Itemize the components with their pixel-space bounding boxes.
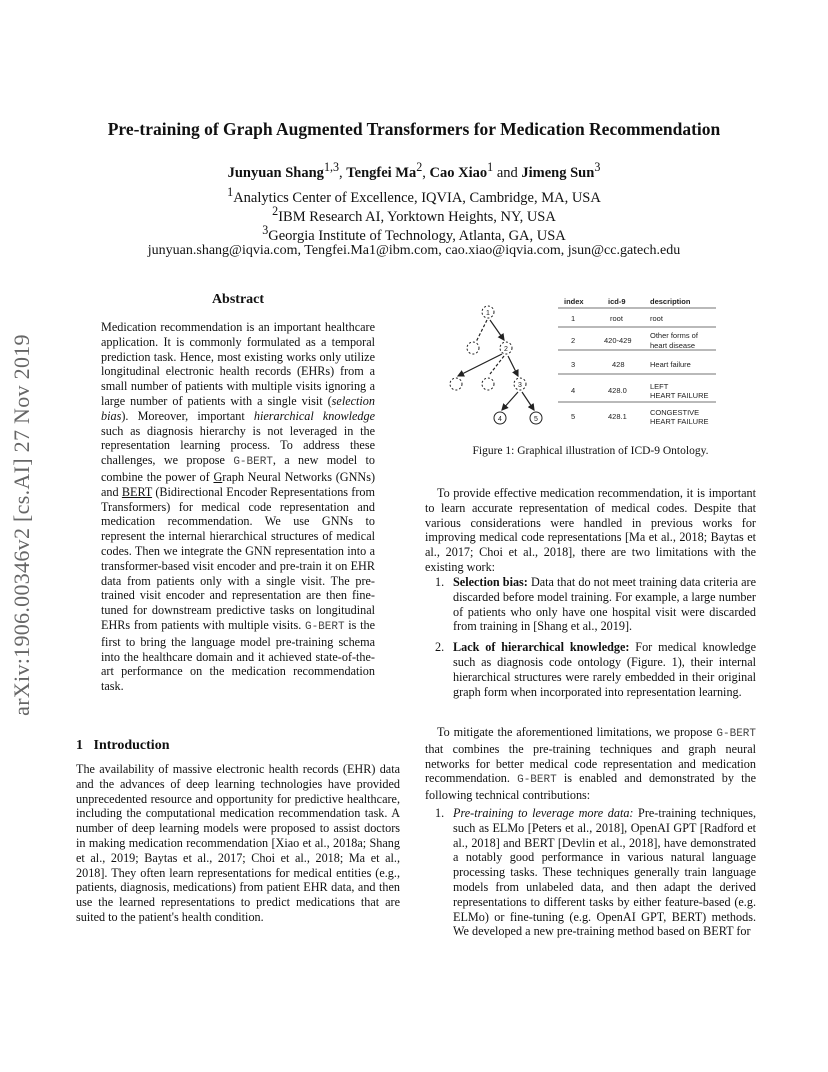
arxiv-id: arXiv:1906.00346v2 [cs.AI] 27 Nov 2019: [9, 334, 34, 716]
list-bold: Lack of hierarchical knowledge:: [453, 640, 630, 655]
section-heading: [76, 739, 376, 754]
author-sup: 2: [416, 160, 423, 174]
table-cell: HEART FAILURE: [650, 417, 709, 426]
table-cell: 420-429: [604, 336, 632, 345]
affil-text: Analytics Center of Excellence, IQVIA, Cambridge, MA, USA: [233, 189, 601, 206]
list-number: 2.: [435, 640, 445, 655]
affil-sup: 3: [262, 223, 269, 237]
section-title: Introduction: [93, 738, 170, 753]
affil-sup: 2: [272, 204, 279, 218]
tree-node: [450, 378, 462, 390]
section-number: 1: [76, 738, 83, 753]
list-em: Pre-training to leverage more data:: [453, 806, 634, 820]
paper-title: Pre-training of Graph Augmented Transformers for Medication Recommendation: [107, 119, 721, 139]
table-header: description: [650, 297, 691, 306]
model-name: G-BERT: [233, 456, 273, 469]
tree-node: [467, 342, 479, 354]
intro-body: The availability of massive electronic health records (EHR) data and the advances of deep learning technologies have provided unprecedented resource and opportunity for predictive healthcare, including the computational medication recommendation task. A number of deep learning models were proposed to assist doctors in making medication recommendation [Xiao et al., 2018a; Shang et al., 2019; Baytas et al., 2017; Choi et al., 2018; Ma et al., 2018]. They often learn representations for medical entities (e.g., patients, diagnosis, medications) from patient EHR data, and then use the learned representations to predict medications that are suited to the patient's health condition.: [76, 762, 400, 924]
list-text: Pre-training techniques, such as ELMo [Peters et al., 2018], OpenAI GPT [Radford et al., 2018] and BERT [Devlin et al., 2018], have demonstrated a notably good performance in various natural language processing tasks. These techniques generally train language models from unlabeled data, and then adapt the derived representations to different tasks by either feature-based (e.g. ELMo) or fine-tuning (e.g. OpenAI GPT, BERT) methods. We developed a new pre-training method based on BERT for: [453, 806, 756, 939]
table-cell: heart disease: [650, 341, 696, 350]
abstract-text: ). Moreover, important: [121, 408, 254, 423]
list-item: [425, 806, 756, 939]
abstract-text: Medication recommendation is an important healthcare application. It is commonly formulated as a temporal prediction task. Hence, most existing works only utilize longitudinal electronic health records (EHRs) from a small number of patients with multiple visits ignoring a large number of patients with a single visit (: [101, 320, 375, 408]
author-sup: 1,3: [323, 160, 340, 174]
table-cell: 5: [571, 412, 576, 421]
list-number: 1.: [435, 575, 445, 589]
author-name: Jimeng Sun: [521, 164, 595, 181]
affil-text: IBM Research AI, Yorktown Heights, NY, USA: [278, 208, 556, 225]
table-cell: 428.1: [608, 412, 627, 421]
abstract-underline: BERT: [121, 484, 153, 499]
table-cell: LEFT: [650, 382, 669, 391]
abstract-text: is the first to bring the language model pre-training schema into the healthcare domain and it achieved state-of-the-art performance on the medication recommendation task.: [101, 617, 375, 694]
abstract-text: such as diagnosis hierarchy is not leveraged in the representation learning process. To address these challenges, we propose: [101, 423, 375, 468]
affil-text: Georgia Institute of Technology, Atlanta, GA, USA: [268, 227, 566, 244]
abstract-heading: Abstract: [211, 292, 265, 307]
table-cell: 2: [571, 336, 576, 345]
right-paragraph: To provide effective medication recommendation, it is important to learn accurate representation of medical codes. Despite that various considerations were handled in previous works for improving medical code representations [Ma et al., 2018; Baytas et al., 2017; Choi et al., 2018], there are two limitations with the existing work:: [425, 486, 756, 574]
abstract-em: selection bias: [101, 393, 375, 423]
node-label: 5: [534, 416, 538, 423]
list-item: [425, 640, 756, 699]
model-name: G-BERT: [716, 728, 756, 740]
list-number: 1.: [435, 806, 445, 820]
list-text: For medical knowledge such as diagnosis code ontology (Figure. 1), their internal hierarchical structures were rarely embedded in their original graph form when incorporated into representation learning.: [453, 640, 756, 699]
table-cell: Other forms of: [650, 331, 698, 340]
table-cell: root: [610, 314, 623, 323]
figure-caption: Figure 1: Graphical illustration of ICD-9 Ontology.: [472, 445, 709, 457]
list-bold: Selection bias:: [453, 575, 528, 589]
table-cell: 3: [571, 360, 576, 369]
table-cell: Heart failure: [650, 360, 691, 369]
table-cell: 428: [612, 360, 625, 369]
abstract-text: , a new model to combine the power of: [101, 453, 375, 484]
table-header: icd-9: [608, 297, 626, 306]
table-cell: 428.0: [608, 386, 627, 395]
author-sup: 3: [594, 160, 601, 174]
table-cell: 1: [571, 314, 576, 323]
table-header: index: [564, 297, 584, 306]
affiliation: [60, 223, 768, 245]
affil-sup: 1: [227, 185, 234, 199]
abstract-text: raph Neural Networks (GNNs) and: [101, 469, 375, 499]
table-cell: root: [650, 314, 663, 323]
author-name: Junyuan Shang: [227, 164, 324, 181]
author-and: and: [496, 164, 518, 181]
list-text: Data that do not meet training data criteria are discarded before model training. For example, a large number of patients who only have one hospital visit were discarded from training in [Shang et al., 2019].: [453, 575, 756, 634]
para-text: To mitigate the aforementioned limitations, we propose: [437, 725, 717, 739]
abstract-body: [101, 320, 375, 694]
author-emails: junyuan.shang@iqvia.com, Tengfei.Ma1@ibm.com, cao.xiao@iqvia.com, jsun@cc.gatech.edu: [147, 243, 681, 258]
model-name: G-BERT: [304, 620, 345, 633]
table-cell: HEART FAILURE: [650, 391, 709, 400]
right-paragraph: [425, 725, 756, 803]
icd9-figure: [440, 292, 740, 442]
table-cell: 4: [571, 386, 576, 395]
table-cell: CONGESTIVE: [650, 408, 700, 417]
node-label: 1: [486, 310, 490, 317]
author-sep: ,: [422, 164, 426, 181]
arxiv-sidebar: [2, 290, 42, 760]
author-name: Tengfei Ma: [346, 164, 417, 181]
abstract-em: hierarchical knowledge: [253, 408, 375, 423]
node-label: 3: [518, 382, 522, 389]
model-name: G-BERT: [517, 774, 557, 787]
para-text: is enabled and demonstrated by the following technical contributions:: [425, 771, 756, 803]
list-item: [425, 575, 756, 634]
tree-node: [482, 378, 494, 390]
contributions-list: [425, 806, 756, 945]
node-label: 2: [504, 346, 508, 353]
abstract-text: (Bidirectional Encoder Representations from Transformers) for medical code representation and medication recommendation. We use GNNs to represent the internal hierarchical structures of medical codes. Then we integrate the GNN representation into a transformer-based visit encoder and pre-train it on EHR data from patients only with a single visit. The pre-trained visit encoder and representation are then fine-tuned for downstream predictive tasks on longitudinal EHRs from patients with multiple visits.: [101, 484, 375, 632]
para-text: that combines the pre-training techniques and graph neural networks for better medical code representation and medication recommendation.: [425, 741, 756, 786]
limitations-list: [425, 575, 756, 705]
author-name: Cao Xiao: [429, 164, 488, 181]
author-sep: ,: [339, 164, 343, 181]
abstract-underline: G: [213, 469, 223, 484]
node-label: 4: [498, 416, 502, 423]
author-sup: 1: [487, 160, 494, 174]
author-line: [60, 160, 768, 182]
